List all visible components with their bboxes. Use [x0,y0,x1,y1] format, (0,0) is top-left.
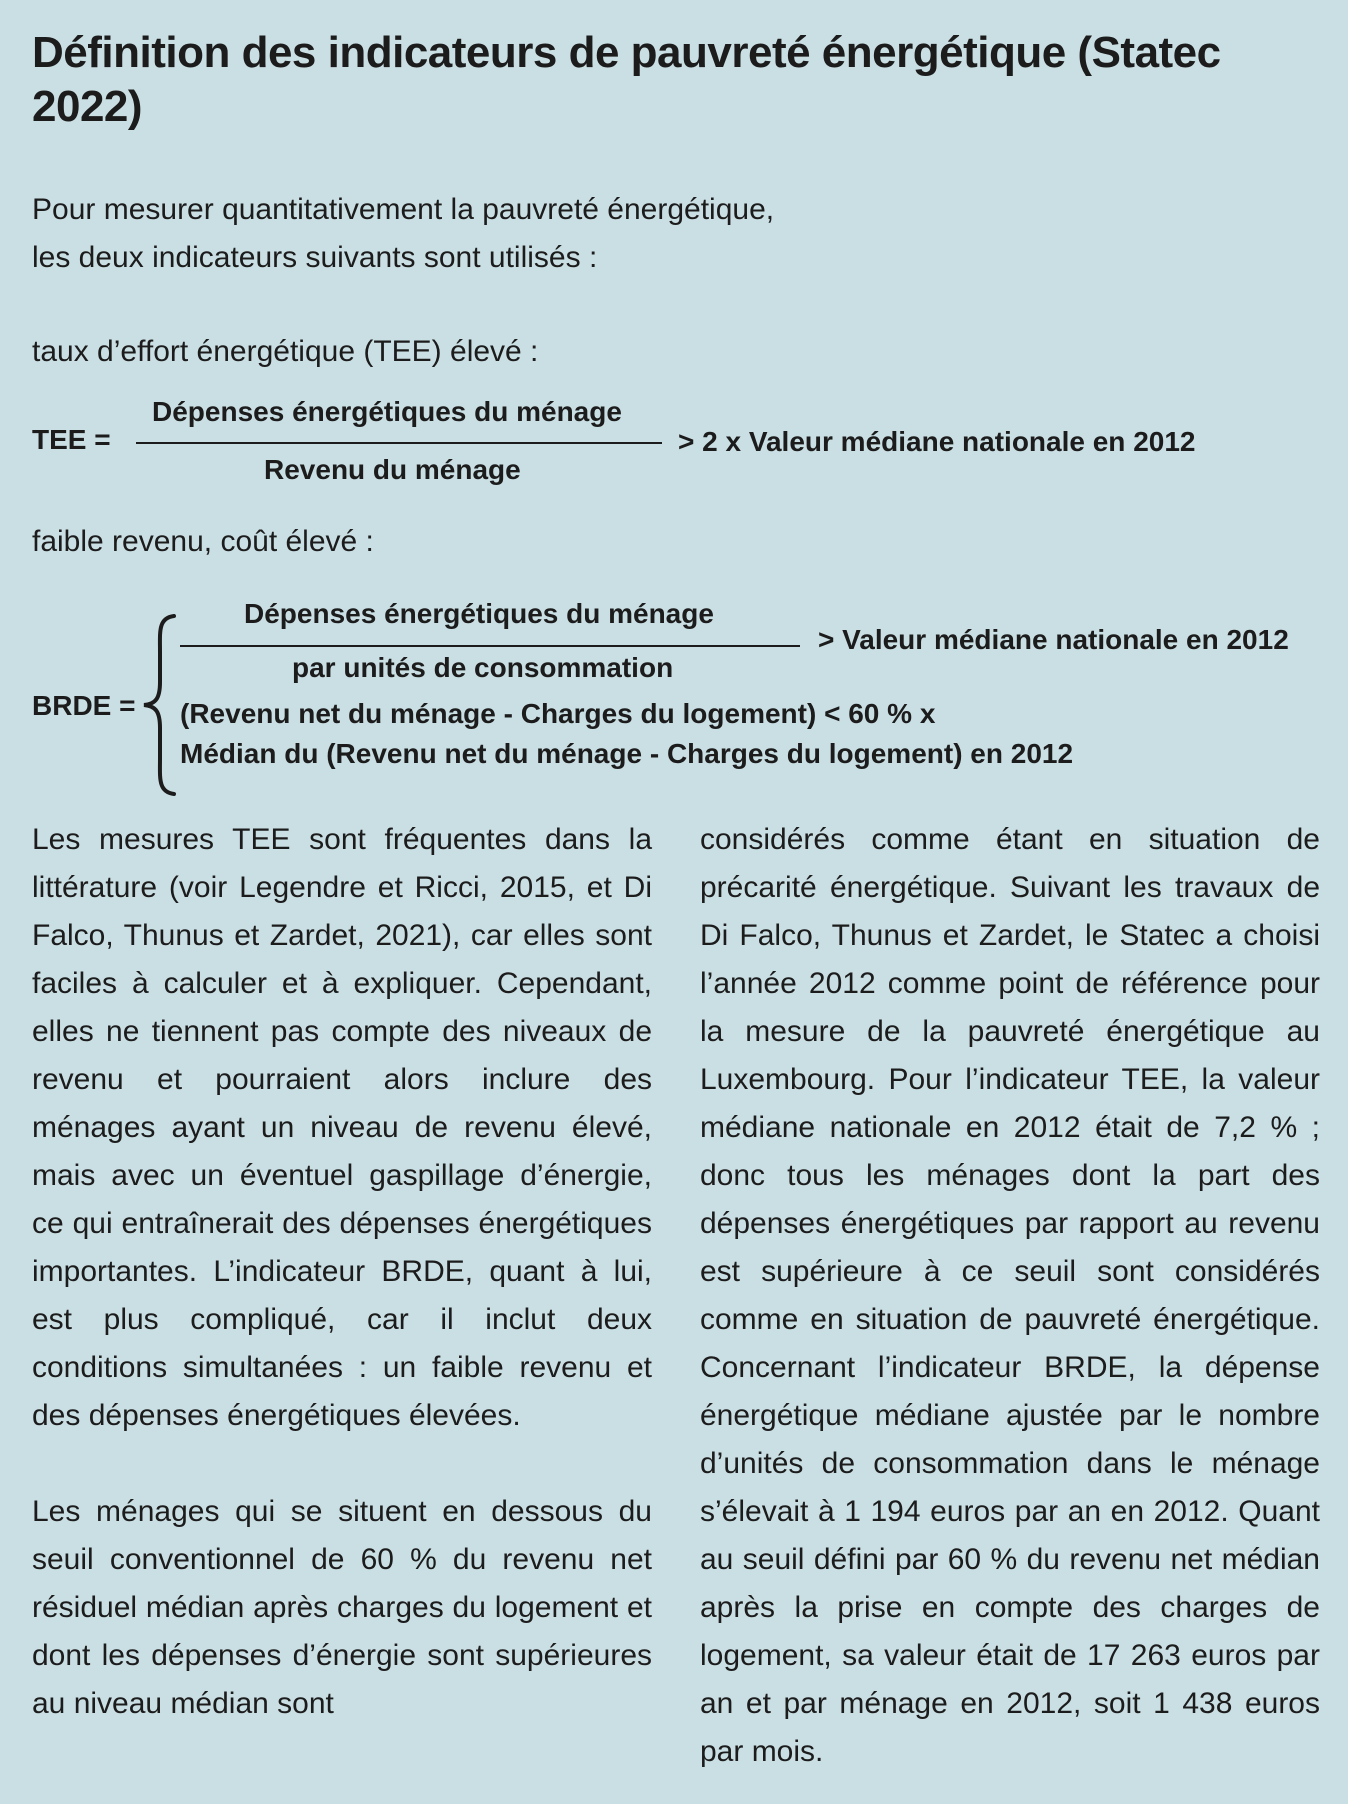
tee-label: taux d’effort énergétique (TEE) élevé : [32,335,539,368]
tee-numerator: Dépenses énergétiques du ménage [152,396,622,427]
right-column [700,816,1320,1776]
tee-condition: > 2 x Valeur médiane nationale en 2012 [678,426,1196,457]
brde-condition-1: > Valeur médiane nationale en 2012 [818,624,1289,655]
brde-condition-2-line-2: Médian du (Revenu net du ménage - Charges du logement) en 2012 [180,738,1074,769]
intro-line-1: Pour mesurer quantitativement la pauvreté énergétique, [32,193,775,226]
brde-fraction-bar [180,645,800,647]
tee-fraction-bar [136,442,662,444]
intro-text [32,186,1232,282]
tee-denominator: Revenu du ménage [264,454,521,485]
brde-denominator: par unités de consommation [292,652,674,683]
brde-numerator: Dépenses énergétiques du ménage [244,598,714,629]
right-paragraph-1: considérés comme étant en situation de précarité énergétique. Suivant les travaux de Di Falco, Thunus et Zardet, le Statec a choisi l’année 2012 comme point de référence pour la mesure de la pauvreté énergétique au Luxembourg. Pour l’indicateur TEE, la valeur médiane nationale en 2012 était de 7,2 % ; donc tous les ménages dont la part des dépenses énergétiques par rapport au revenu est supérieure à ce seuil sont considérés comme en situation de pauvreté énergétique. Concernant l’indicateur BRDE, la dépense énergétique médiane ajustée par le nombre d’unités de consommation dans le ménage s’élevait à 1 194 euros par an en 2012. Quant au seuil défini par 60 % du revenu net médian après la prise en compte des charges de logement, sa valeur était de 17 263 euros par an et par ménage en 2012, soit 1 438 euros par mois. [700,823,1320,1768]
tee-lhs: TEE = [32,424,111,455]
brde-lhs: BRDE = [32,690,136,721]
brde-label: faible revenu, coût élevé : [32,525,374,558]
page-title: Définition des indicateurs de pauvreté énergétique (Statec 2022) [32,28,1221,131]
left-paragraph-1: Les mesures TEE sont fréquentes dans la littérature (voir Legendre et Ricci, 2015, et Di Falco, Thunus et Zardet, 2021), car elles sont faciles à calculer et à expliquer. Cependant, elles ne tiennent pas compte des niveaux de revenu et pourraient alors inclure des ménages ayant un niveau de revenu élevé, mais avec un éventuel gaspillage d’énergie, ce qui entraînerait des dépenses énergétiques importantes. L’indicateur BRDE, quant à lui, est plus compliqué, car il inclut deux conditions simultanées : un faible revenu et des dépenses énergétiques élevées. [32,823,652,1432]
left-paragraph-2: Les ménages qui se situent en dessous du seuil conventionnel de 60 % du revenu net résiduel médian après charges du logement et dont les dépenses d’énergie sont supérieures au niveau médian sont [32,1495,652,1720]
curly-brace-icon [138,612,180,798]
left-column [32,816,652,1728]
brde-condition-2-line-1: (Revenu net du ménage - Charges du logement) < 60 % x [180,698,936,729]
intro-line-2: les deux indicateurs suivants sont utilisés : [32,241,598,274]
